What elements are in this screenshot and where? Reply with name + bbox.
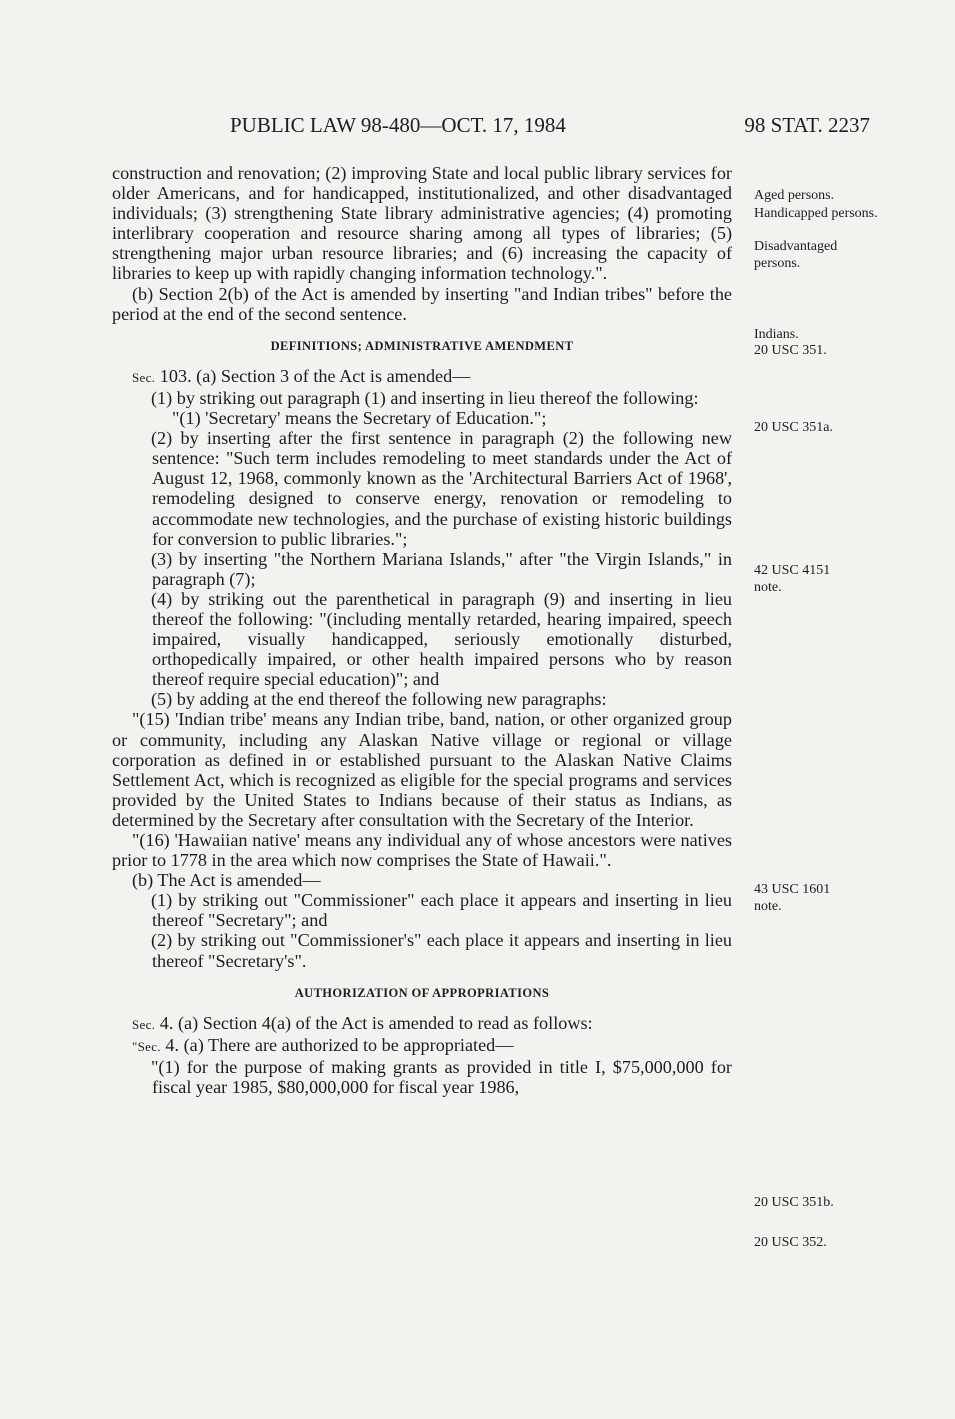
margin-note-20usc351a: 20 USC 351a. bbox=[754, 420, 833, 435]
amendment-item-2: (2) by inserting after the first sentence in paragraph (2) the following new sentence: "Such term includes remodeling to meet standards under the Act of August 12, 1968, commonly known as the 'Architectural Barriers Act of 1968', remodeling designed to conserve energy, renovation or remodeling to accommodate new technologies, and the purchase of existing historic buildings for conversion to public libraries."; bbox=[151, 428, 732, 549]
margin-note-42usc4151: 42 USC 4151 note. bbox=[754, 563, 831, 595]
margin-note-indians: Indians. bbox=[754, 327, 799, 342]
heading-appropriations: AUTHORIZATION OF APPROPRIATIONS bbox=[294, 985, 550, 1000]
section-label: "Sec. bbox=[132, 1038, 161, 1054]
header-stat-page: 98 STAT. 2237 bbox=[744, 113, 870, 137]
amendment-item-4: (4) by striking out the parenthetical in paragraph (9) and inserting in lieu thereof the following: "(including mentally retarded, hearing impaired, speech impaired, visually handicapped, seriously emotionally disturbed, orthopedically impaired, or other health impaired persons who by reason thereof require special education)"; and bbox=[151, 588, 732, 690]
section-4-quoted-text: 4. (a) There are authorized to be appropriated— bbox=[160, 1034, 514, 1055]
paragraph-purposes: construction and renovation; (2) improving State and local public library services for older Americans, and for handicapped, institutionalized, and other disadvantaged individuals; (3) strengthening State library administrative agencies; (4) promoting interlibrary cooperation and resource sharing among all types of libraries; (5) strengthening major urban resource libraries; and (6) increasing the capacity of libraries to keep up with rapidly changing information technology.". bbox=[112, 163, 732, 284]
paragraph-b-intro: (b) The Act is amended— bbox=[132, 870, 321, 891]
amendment-item-1: (1) by striking out paragraph (1) and inserting in lieu thereof the following: bbox=[151, 387, 699, 408]
section-103-text: 103. (a) Section 3 of the Act is amended— bbox=[155, 365, 471, 386]
header-title: PUBLIC LAW 98-480—OCT. 17, 1984 bbox=[230, 113, 566, 137]
paragraph-b-item-2: (2) by striking out "Commissioner's" each place it appears and inserting in lieu thereof "Secretary's". bbox=[151, 930, 732, 971]
paragraph-b-item-1: (1) by striking out "Commissioner" each place it appears and inserting in lieu thereof "Secretary"; and bbox=[151, 890, 732, 931]
section-4-intro bbox=[112, 1013, 732, 1035]
page-header bbox=[230, 113, 870, 143]
amendment-item-1-quote: "(1) 'Secretary' means the Secretary of Education."; bbox=[172, 408, 547, 429]
margin-note-handicapped: Handicapped persons. bbox=[754, 206, 878, 221]
body-text bbox=[112, 163, 732, 1097]
paragraph-16-hawaiian-native: "(16) 'Hawaiian native' means any individual any of whose ancestors were natives prior to 1778 in the area which now comprises the State of Hawaii.". bbox=[112, 830, 732, 871]
section-103-intro bbox=[112, 366, 732, 388]
section-4-item-1: "(1) for the purpose of making grants as provided in title I, $75,000,000 for fiscal year 1985, $80,000,000 for fiscal year 1986, bbox=[151, 1056, 732, 1098]
paragraph-15-indian-tribe: "(15) 'Indian tribe' means any Indian tribe, band, nation, or other organized group or community, including any Alaskan Native village or regional or village corporation as defined in or established pursuant to the Alaskan Native Claims Settlement Act, which is recognized as eligible for the special programs and services provided by the United States to Indians because of their status as Indians, as determined by the Secretary after consultation with the Secretary of the Interior. bbox=[112, 709, 732, 830]
section-label: Sec. bbox=[132, 1016, 156, 1032]
amendment-item-3: (3) by inserting "the Northern Mariana Islands," after "the Virgin Islands," in paragraph (7); bbox=[151, 548, 732, 589]
section-4-quoted bbox=[112, 1035, 732, 1057]
heading-definitions: DEFINITIONS; ADMINISTRATIVE AMENDMENT bbox=[270, 338, 574, 353]
amendment-item-5: (5) by adding at the end thereof the following new paragraphs: bbox=[151, 689, 607, 710]
section-4-text: 4. (a) Section 4(a) of the Act is amended to read as follows: bbox=[155, 1012, 593, 1033]
margin-note-20usc351b: 20 USC 351b. bbox=[754, 1195, 834, 1210]
margin-note-disadvantaged: Disadvantaged persons. bbox=[754, 239, 838, 271]
margin-note-43usc1601: 43 USC 1601 note. bbox=[754, 882, 831, 914]
margin-note-aged: Aged persons. bbox=[754, 188, 835, 203]
margin-note-20usc352: 20 USC 352. bbox=[754, 1235, 827, 1250]
section-label: Sec. bbox=[132, 369, 156, 385]
paragraph-section-2b: (b) Section 2(b) of the Act is amended by inserting "and Indian tribes" before the period at the end of the second sentence. bbox=[112, 283, 732, 324]
margin-note-20usc351: 20 USC 351. bbox=[754, 343, 827, 358]
